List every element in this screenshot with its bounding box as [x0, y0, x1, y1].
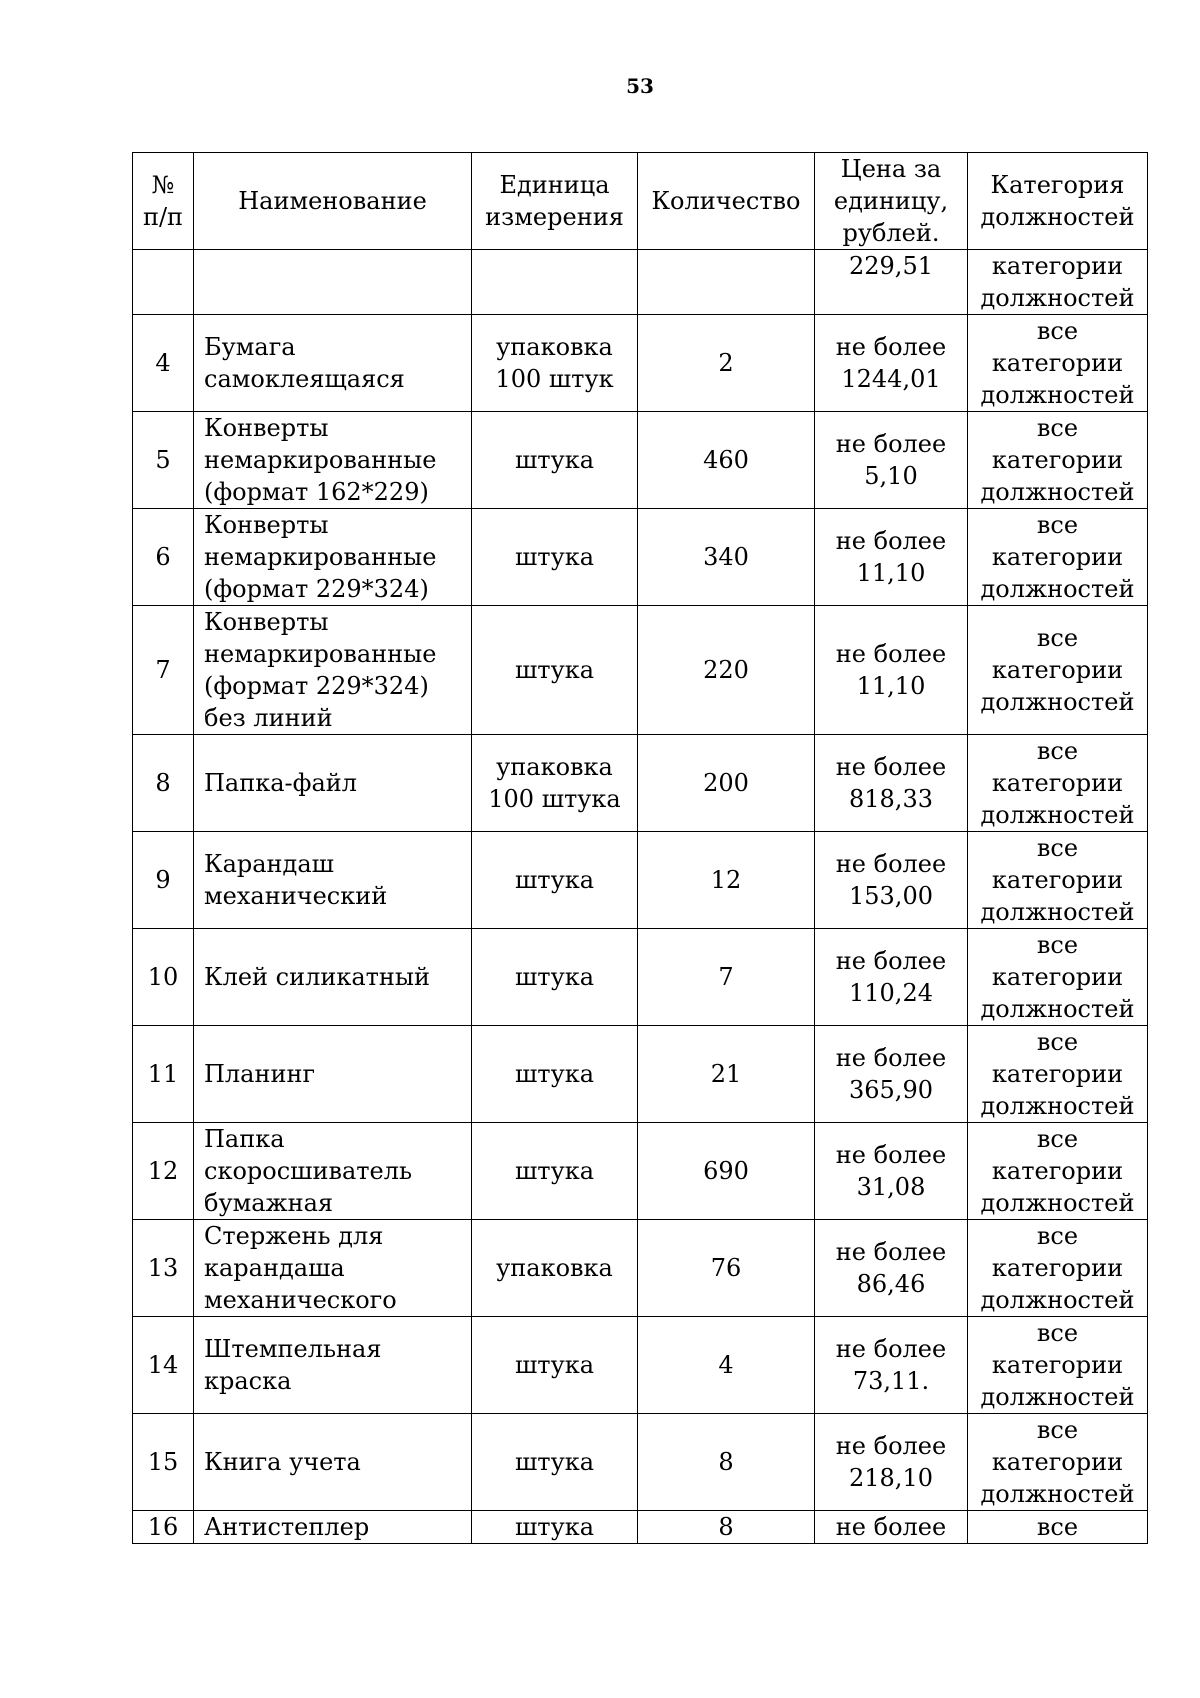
cell-name: Планинг: [194, 1026, 472, 1123]
cell-num: 11: [133, 1026, 194, 1123]
cell-unit: штука: [472, 1123, 638, 1220]
cell-qty: 8: [638, 1511, 815, 1544]
cell-price: не более 86,46: [815, 1220, 968, 1317]
cell-name: Стержень для карандаша механического: [194, 1220, 472, 1317]
cell-category: все категории должностей: [968, 412, 1148, 509]
table-row: [133, 250, 1148, 315]
cell-category: все категории должностей: [968, 1026, 1148, 1123]
table-row: [133, 412, 1148, 509]
cell-name: Карандаш механический: [194, 832, 472, 929]
cell-unit: [472, 250, 638, 315]
cell-price: не более 73,11.: [815, 1317, 968, 1414]
table-header-row: [133, 153, 1148, 250]
cell-num: 12: [133, 1123, 194, 1220]
cell-category: все категории должностей: [968, 1317, 1148, 1414]
cell-num: 4: [133, 315, 194, 412]
cell-name: Бумага самоклеящаяся: [194, 315, 472, 412]
cell-name: Клей силикатный: [194, 929, 472, 1026]
cell-price: не более 110,24: [815, 929, 968, 1026]
table-row: [133, 929, 1148, 1026]
cell-category: все: [968, 1511, 1148, 1544]
cell-unit: штука: [472, 1317, 638, 1414]
cell-category: все категории должностей: [968, 606, 1148, 735]
page-number: 53: [626, 74, 654, 98]
cell-name: Конверты немаркированные (формат 229*324) без линий: [194, 606, 472, 735]
cell-price: не более 153,00: [815, 832, 968, 929]
cell-price: 229,51: [815, 250, 968, 315]
cell-price: не более 5,10: [815, 412, 968, 509]
cell-price: не более 11,10: [815, 606, 968, 735]
cell-unit: штука: [472, 606, 638, 735]
header-qty: Количество: [638, 153, 815, 250]
cell-unit: упаковка 100 штук: [472, 315, 638, 412]
cell-qty: 2: [638, 315, 815, 412]
cell-name: Папка скоросшиватель бумажная: [194, 1123, 472, 1220]
cell-qty: 7: [638, 929, 815, 1026]
cell-name: Антистеплер: [194, 1511, 472, 1544]
cell-unit: штука: [472, 1511, 638, 1544]
cell-qty: 21: [638, 1026, 815, 1123]
cell-price: не более 1244,01: [815, 315, 968, 412]
cell-qty: 76: [638, 1220, 815, 1317]
table-row: [133, 1026, 1148, 1123]
cell-category: категории должностей: [968, 250, 1148, 315]
cell-category: все категории должностей: [968, 832, 1148, 929]
cell-num: 14: [133, 1317, 194, 1414]
cell-num: 5: [133, 412, 194, 509]
cell-num: 6: [133, 509, 194, 606]
cell-qty: 460: [638, 412, 815, 509]
cell-unit: штука: [472, 1414, 638, 1511]
cell-num: 8: [133, 735, 194, 832]
cell-unit: упаковка 100 штука: [472, 735, 638, 832]
cell-category: все категории должностей: [968, 1123, 1148, 1220]
cell-num: 10: [133, 929, 194, 1026]
cell-category: все категории должностей: [968, 509, 1148, 606]
cell-unit: упаковка: [472, 1220, 638, 1317]
cell-qty: 690: [638, 1123, 815, 1220]
cell-unit: штука: [472, 509, 638, 606]
cell-price: не более 365,90: [815, 1026, 968, 1123]
cell-name: [194, 250, 472, 315]
cell-unit: штука: [472, 929, 638, 1026]
cell-num: 15: [133, 1414, 194, 1511]
cell-unit: штука: [472, 832, 638, 929]
cell-price: не более 218,10: [815, 1414, 968, 1511]
cell-price: не более: [815, 1511, 968, 1544]
table-row: [133, 315, 1148, 412]
cell-name: Конверты немаркированные (формат 162*229): [194, 412, 472, 509]
cell-category: все категории должностей: [968, 1220, 1148, 1317]
cell-name: Конверты немаркированные (формат 229*324): [194, 509, 472, 606]
cell-name: Штемпельная краска: [194, 1317, 472, 1414]
cell-num: [133, 250, 194, 315]
cell-qty: 220: [638, 606, 815, 735]
table-row: [133, 509, 1148, 606]
cell-qty: 12: [638, 832, 815, 929]
cell-num: 7: [133, 606, 194, 735]
table-row: [133, 606, 1148, 735]
table-row: [133, 735, 1148, 832]
table-row: [133, 1317, 1148, 1414]
cell-qty: [638, 250, 815, 315]
header-unit: Единица измерения: [472, 153, 638, 250]
header-num: № п/п: [133, 153, 194, 250]
cell-num: 16: [133, 1511, 194, 1544]
cell-category: все категории должностей: [968, 929, 1148, 1026]
header-price: Цена за единицу, рублей.: [815, 153, 968, 250]
table-row: [133, 1220, 1148, 1317]
cell-qty: 4: [638, 1317, 815, 1414]
cell-qty: 340: [638, 509, 815, 606]
cell-price: не более 31,08: [815, 1123, 968, 1220]
table-row: [133, 1414, 1148, 1511]
cell-category: все категории должностей: [968, 735, 1148, 832]
cell-name: Папка-файл: [194, 735, 472, 832]
header-category: Категория должностей: [968, 153, 1148, 250]
cell-name: Книга учета: [194, 1414, 472, 1511]
cell-category: все категории должностей: [968, 315, 1148, 412]
cell-qty: 8: [638, 1414, 815, 1511]
table-row: [133, 1511, 1148, 1544]
table-row: [133, 832, 1148, 929]
cell-category: все категории должностей: [968, 1414, 1148, 1511]
table-row: [133, 1123, 1148, 1220]
cell-price: не более 818,33: [815, 735, 968, 832]
cell-num: 9: [133, 832, 194, 929]
cell-unit: штука: [472, 1026, 638, 1123]
supplies-table: [132, 152, 1148, 1544]
header-name: Наименование: [194, 153, 472, 250]
cell-unit: штука: [472, 412, 638, 509]
cell-num: 13: [133, 1220, 194, 1317]
cell-price: не более 11,10: [815, 509, 968, 606]
cell-qty: 200: [638, 735, 815, 832]
